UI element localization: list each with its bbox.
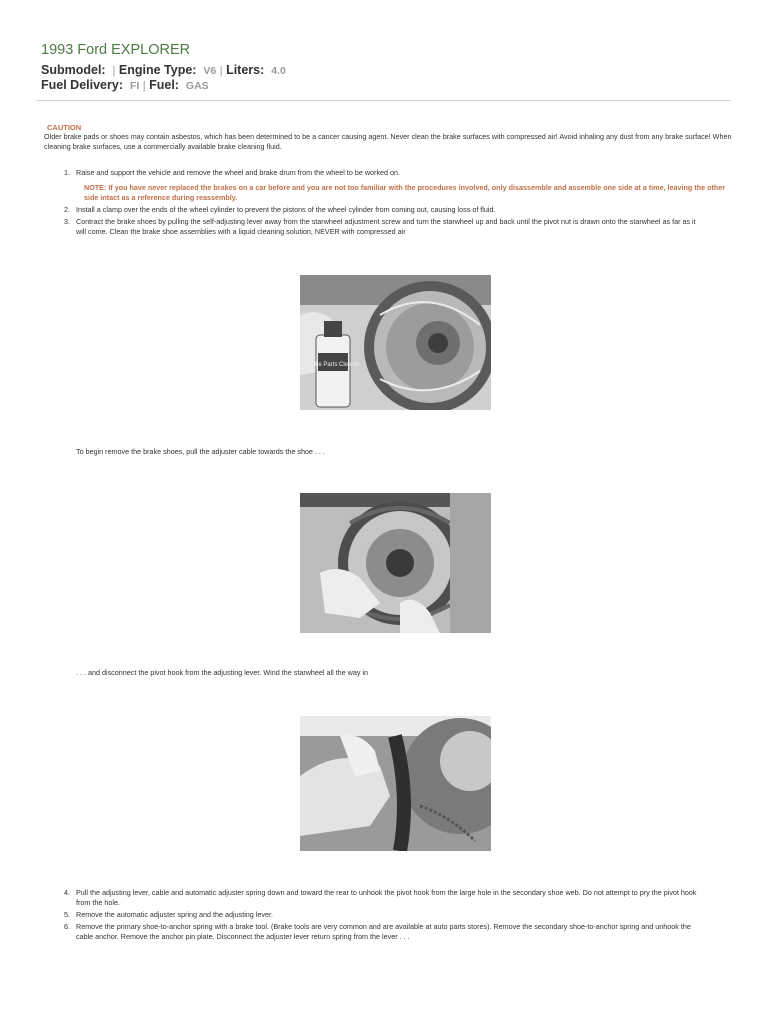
engine-type-label: Engine Type: (118, 63, 197, 77)
step-number: 2. (64, 205, 70, 214)
separator: | (112, 65, 116, 77)
separator: | (219, 65, 223, 77)
engine-type-value: V6 (203, 65, 217, 77)
vehicle-meta-line-2 (41, 78, 209, 92)
step-text: Contract the brake shoes by pulling the self-adjusting lever away from the starwheel adjustment screw and turn the starwheel up and back until the pivot nut is drawn onto the starwheel as far as it will come. Clean the brake shoe assemblies with a liquid cleaning solution, NEVER with compressed air (76, 217, 696, 236)
step-text: Remove the automatic adjuster spring and the adjusting lever. (76, 910, 273, 919)
fuel-label: Fuel: (149, 78, 179, 92)
fuel-delivery-value: FI (129, 80, 140, 92)
caution-text: Older brake pads or shoes may contain asbestos, which has been determined to be a cancer causing agent. Never clean the brake surfaces with compressed air! Avoid inhaling any dust from any brake surface! When cleaning brake surfaces, use a commercially available brake cleaning fluid. (44, 132, 732, 151)
step-number: 5. (64, 910, 70, 919)
liters-label: Liters: (226, 63, 265, 77)
figure-caption-1: To begin remove the brake shoes, pull the adjuster cable towards the shoe . . . (76, 447, 325, 456)
fuel-delivery-label: Fuel Delivery: (41, 78, 123, 92)
step-number: 4. (64, 888, 70, 897)
step-number: 6. (64, 922, 70, 931)
adjuster-lever-illustration (300, 716, 491, 851)
note-text: NOTE: If you have never replaced the brakes on a car before and you are not too familiar with the procedures involved, only disassemble and assemble one side at a time, leaving the other side intact as a reference during reassembly. (84, 183, 726, 202)
can-label-text: Brake Parts Cleaner (305, 362, 361, 368)
separator: | (142, 80, 146, 92)
brake-drum-illustration (300, 275, 491, 410)
step-text: Raise and support the vehicle and remove the wheel and brake drum from the wheel to be worked on. (76, 168, 401, 177)
fuel-value: GAS (185, 80, 209, 92)
step-text: Pull the adjusting lever, cable and automatic adjuster spring down and toward the rear to unhook the pivot hook from the large hole in the secondary shoe web. Do not attempt to pry the pivot hook from the hole. (76, 888, 697, 907)
step-text: Remove the primary shoe-to-anchor spring with a brake tool. (Brake tools are very common and are available at auto parts stores). Remove the secondary shoe-to-anchor spring and unhook the cable anchor. Remove the anchor pin plate. Disconnect the adjuster lever return spring from the lever . . . (76, 922, 691, 941)
header-divider (36, 100, 730, 101)
page-title: 1993 Ford EXPLORER (41, 42, 191, 58)
liters-value: 4.0 (271, 65, 286, 77)
caution-label: CAUTION (47, 123, 82, 132)
brake-photo-1 (300, 275, 491, 410)
step-number: 3. (64, 217, 70, 226)
step-text: Install a clamp over the ends of the wheel cylinder to prevent the pistons of the wheel cylinder from coming out, causing loss of fluid. (76, 205, 496, 214)
brake-shoe-illustration (300, 493, 491, 633)
brake-photo-3 (300, 716, 491, 851)
figure-caption-2: . . . and disconnect the pivot hook from the adjusting lever. Wind the starwheel all the way in (76, 668, 369, 677)
submodel-label: Submodel: (41, 63, 106, 77)
vehicle-meta-line-1 (41, 63, 286, 77)
step-number: 1. (64, 168, 70, 177)
brake-photo-2 (300, 493, 491, 633)
